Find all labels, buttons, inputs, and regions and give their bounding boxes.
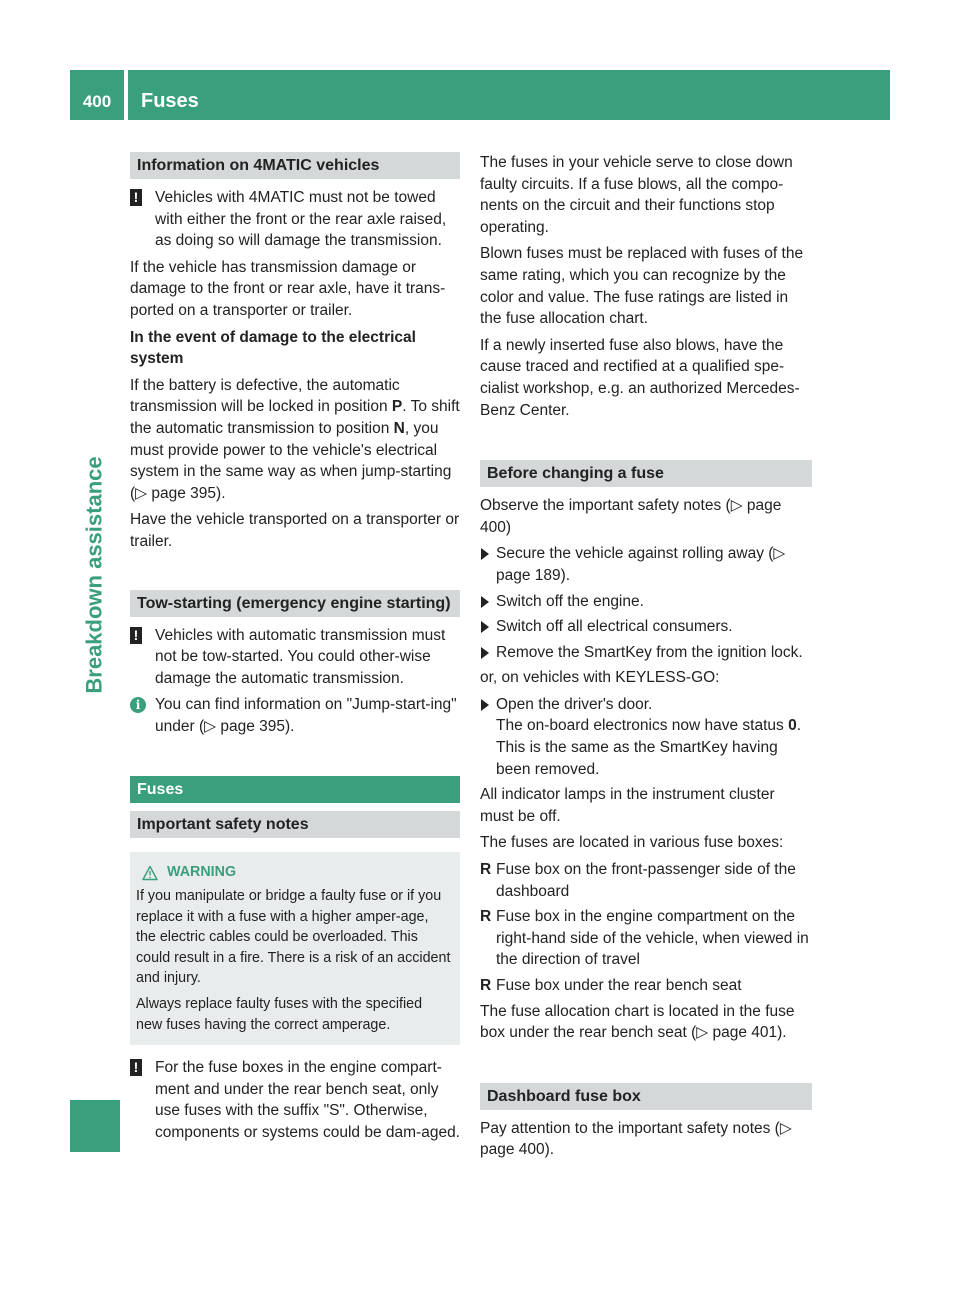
caution-note-4matic: ! Vehicles with 4MATIC must not be towed with either the front or the rear axle raised, as doing so will damage the transmission. (130, 187, 460, 252)
heading-before-changing: Before changing a fuse (480, 460, 812, 487)
heading-4matic: Information on 4MATIC vehicles (130, 152, 460, 179)
paragraph-fuse-purpose: The fuses in your vehicle serve to close down faulty circuits. If a fuse blows, all the compo-nents on the circuit and their functions stop operating. (480, 154, 793, 236)
heading-dashboard-fuse-box: Dashboard fuse box (480, 1083, 812, 1110)
page-number: 400 (82, 92, 112, 111)
step-secure-vehicle: Secure the vehicle against rolling away (▷ page 189). (480, 543, 812, 586)
paragraph-dashboard-notes: Pay attention to the important safety notes (▷ page 400). (480, 1119, 792, 1159)
caution-note-fuse-suffix: ! For the fuse boxes in the engine compart-ment and under the rear bench seat, only use fuses with the suffix "S". Otherwise, components or systems could be dam-aged. (130, 1057, 460, 1143)
step-engine-off: Switch off the engine. (480, 591, 812, 613)
info-note-jump-start: i You can find information on "Jump-start-ing" under (▷ page 395). (130, 694, 460, 737)
info-icon: i (130, 697, 146, 713)
paragraph-transporter: Have the vehicle transported on a transporter or trailer. (130, 511, 460, 550)
side-tab-label: Breakdown assistance (82, 456, 108, 694)
paragraph-transport: If the vehicle has transmission damage or damage to the front or rear axle, have it trans-ported on a transporter or trailer. (130, 258, 446, 319)
warning-text-2: Always replace faulty fuses with the specified new fuses having the correct amperage. (136, 996, 423, 1033)
warning-triangle-icon (142, 865, 158, 881)
step-open-door: Open the driver's door. The on-board electronics now have status 0. This is the same as the SmartKey having been removed. (480, 694, 812, 780)
page-title: Fuses (141, 90, 199, 112)
paragraph-fuse-locations: The fuses are located in various fuse boxes: (480, 834, 784, 852)
paragraph-battery: If the battery is defective, the automatic transmission will be locked in position P. To shift the automatic transmission to position N, you must provide power to the vehicle's electrical system in the same way as when jump-starting (▷ page 395). (130, 376, 460, 502)
list-item: R Fuse box in the engine compartment on the right-hand side of the vehicle, when viewed in the direction of travel (480, 908, 809, 969)
paragraph-blown-fuses: Blown fuses must be replaced with fuses of the same rating, which you can recognize by the color and value. The fuse ratings are listed in the fuse allocation chart. (480, 245, 804, 328)
paragraph-keyless-go: or, on vehicles with KEYLESS-GO: (480, 669, 720, 687)
paragraph-allocation-chart: The fuse allocation chart is located in the fuse box under the rear bench seat (▷ page 401). (480, 1002, 795, 1042)
paragraph-observe-notes: Observe the important safety notes (▷ page 400) (480, 497, 782, 536)
heading-tow-starting: Tow-starting (emergency engine starting) (130, 590, 460, 617)
step-consumers-off: Switch off all electrical consumers. (480, 616, 812, 638)
exclamation-icon: ! (130, 1059, 142, 1076)
subheading-electrical: In the event of damage to the electrical system (130, 328, 416, 368)
left-column (130, 152, 460, 1149)
step-remove-smartkey: Remove the SmartKey from the ignition lock. (480, 642, 812, 664)
list-item: R Fuse box under the rear bench seat (480, 977, 742, 994)
side-tab-marker (70, 1100, 120, 1152)
paragraph-indicator-lamps: All indicator lamps in the instrument cluster must be off. (480, 786, 775, 825)
list-item: R Fuse box on the front-passenger side of the dashboard (480, 861, 796, 900)
exclamation-icon: ! (130, 627, 142, 644)
paragraph-workshop: If a newly inserted fuse also blows, have the cause traced and rectified at a qualified spe-cialist workshop, e.g. an authorized Mercedes-Benz Center. (480, 336, 800, 419)
heading-safety-notes: Important safety notes (130, 811, 460, 838)
heading-fuses: Fuses (130, 776, 460, 803)
header-separator (124, 70, 128, 120)
warning-text-1: If you manipulate or bridge a faulty fuse or if you replace it with a fuse with a higher amper-age, the electric cables could be overloaded. This could result in a fire. There is a risk of an accident and injury. (136, 888, 451, 987)
caution-note-tow: ! Vehicles with automatic transmission must not be tow-started. You could other-wise damage the automatic transmission. (130, 625, 460, 690)
warning-box (130, 852, 460, 1045)
warning-header: WARNING (136, 862, 451, 883)
exclamation-icon: ! (130, 189, 142, 206)
right-column (480, 152, 812, 1166)
